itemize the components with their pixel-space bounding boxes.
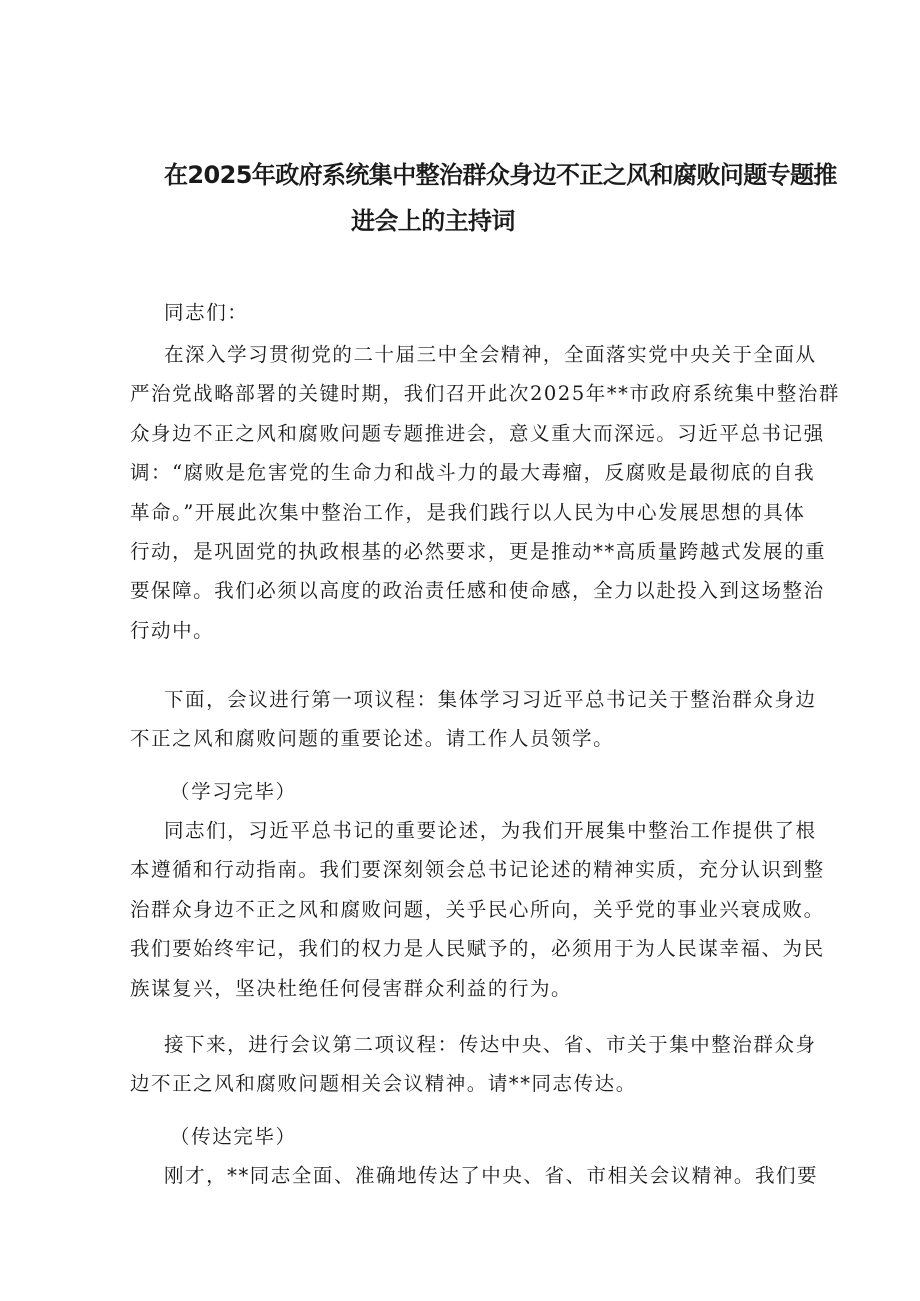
paragraph-line: 族谋复兴，坚决杜绝任何侵害群众利益的行为。 [130,976,573,1000]
paragraph-line: 接下来，进行会议第二项议程：传达中央、省、市关于集中整治群众身 [164,1033,817,1056]
paragraph-line: 革命。”开展此次集中整治工作，是我们践行以人民为中心发展思想的具体 [130,500,806,524]
paragraph-line: 要保障。我们必须以高度的政治责任感和使命感，全力以赴投入到这场整治 [130,579,825,603]
paragraph-line: 严治党战略部署的关键时期，我们召开此次2025年**市政府系统集中整治群 [130,382,840,406]
paragraph-line: 边不正之风和腐败问题相关会议精神。请**同志传达。 [130,1072,637,1096]
paragraph-line: 行动，是巩固党的执政根基的必然要求，更是推动**高质量跨越式发展的重 [130,540,827,564]
paragraph-line: 我们要始终牢记，我们的权力是人民赋予的，必须用于为人民谋幸福、为民 [130,937,825,961]
title-line-2: 进会上的主持词 [351,207,515,235]
paragraph-line: 同志们，习近平总书记的重要论述，为我们开展集中整治工作提供了根 [164,819,817,842]
paragraph-5 [164,1156,854,1195]
salutation: 同志们： [164,301,249,324]
paragraph-line: 刚才，**同志全面、准确地传达了中央、省、市相关会议精神。我们要 [164,1164,819,1187]
paragraph-line: 治群众身边不正之风和腐败问题，关乎民心所向，关乎党的事业兴衰成败。 [130,897,825,921]
paragraph-1 [130,335,854,650]
document-title [130,152,850,244]
paragraph-line: 不正之风和腐败问题的重要论述。请工作人员领学。 [130,727,615,751]
paragraph-line: 在深入学习贯彻党的二十届三中全会精神，全面落实党中央关于全面从 [164,343,817,366]
paragraph-line: 行动中。 [130,618,215,642]
note-study-complete: （学习完毕） [170,780,297,803]
paragraph-line: 本遵循和行动指南。我们要深刻领会总书记论述的精神实质，充分认识到整 [130,858,825,882]
paragraph-4 [130,1025,854,1104]
paragraph-3 [130,811,854,1008]
paragraph-line: 下面，会议进行第一项议程：集体学习习近平总书记关于整治群众身边 [164,688,817,711]
title-line-1: 在2025年政府系统集中整治群众身边不正之风和腐败问题专题推 [164,161,837,189]
paragraph-2 [130,680,854,759]
note-relay-complete: （传达完毕） [170,1125,297,1148]
paragraph-line: 众身边不正之风和腐败问题专题推进会，意义重大而深远。习近平总书记强 [130,421,825,445]
paragraph-line: 调：“腐败是危害党的生命力和战斗力的最大毒瘤，反腐败是最彻底的自我 [130,461,816,485]
